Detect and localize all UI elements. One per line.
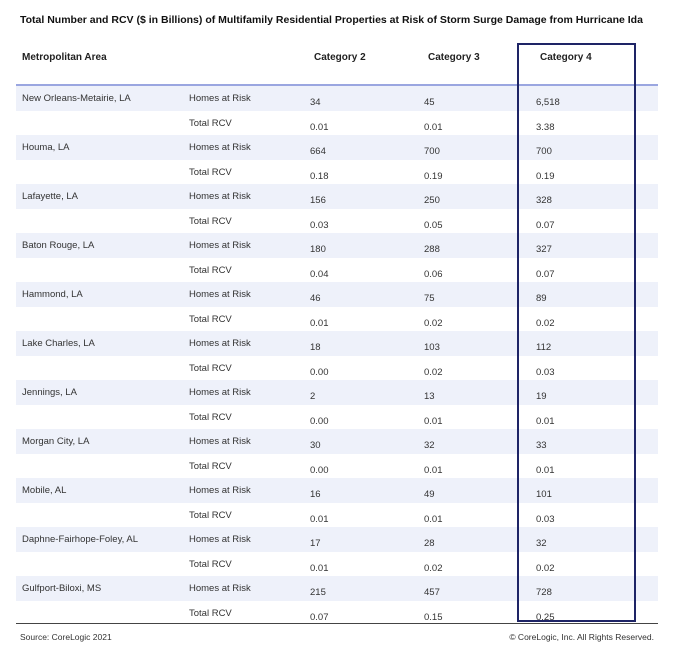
- table-title: Total Number and RCV ($ in Billions) of Multifamily Residential Properties at Risk of Storm Surge Damage from Hurricane Ida: [20, 14, 643, 26]
- category-4-value: 0.01: [536, 415, 555, 427]
- category-4-value: 0.03: [536, 366, 555, 378]
- category-3-value: 0.06: [424, 268, 443, 280]
- category-2-value: 0.00: [310, 464, 329, 476]
- source-note: Source: CoreLogic 2021: [20, 632, 112, 642]
- category-2-value: 18: [310, 342, 321, 353]
- row-label: Homes at Risk: [189, 240, 251, 251]
- category-4-value: 728: [536, 587, 552, 598]
- category-3-value: 0.02: [424, 317, 443, 329]
- category-4-highlight-box: [517, 43, 636, 622]
- category-2-value: 0.01: [310, 121, 329, 133]
- category-3-value: 0.02: [424, 366, 443, 378]
- row-label: Homes at Risk: [189, 289, 251, 300]
- category-2-value: 664: [310, 146, 326, 157]
- category-3-value: 0.01: [424, 415, 443, 427]
- row-label: Total RCV: [189, 362, 232, 374]
- category-2-value: 0.01: [310, 317, 329, 329]
- category-2-value: 30: [310, 440, 321, 451]
- category-3-value: 32: [424, 440, 435, 451]
- header-category-4: Category 4: [540, 52, 592, 63]
- row-label: Total RCV: [189, 607, 232, 619]
- row-label: Total RCV: [189, 117, 232, 129]
- category-2-value: 17: [310, 538, 321, 549]
- category-3-value: 250: [424, 195, 440, 206]
- category-4-value: 32: [536, 538, 547, 549]
- category-4-value: 0.25: [536, 611, 555, 623]
- metro-name: Hammond, LA: [22, 289, 83, 300]
- category-4-value: 6,518: [536, 97, 560, 108]
- header-category-2: Category 2: [314, 52, 366, 63]
- row-label: Total RCV: [189, 411, 232, 423]
- category-3-value: 0.15: [424, 611, 443, 623]
- row-label: Total RCV: [189, 166, 232, 178]
- category-2-value: 0.04: [310, 268, 329, 280]
- category-4-value: 0.19: [536, 170, 555, 182]
- category-2-value: 0.00: [310, 366, 329, 378]
- row-label: Homes at Risk: [189, 583, 251, 594]
- category-3-value: 0.02: [424, 562, 443, 574]
- category-4-value: 19: [536, 391, 547, 402]
- row-label: Homes at Risk: [189, 338, 251, 349]
- header-metro: Metropolitan Area: [22, 52, 107, 63]
- category-3-value: 0.01: [424, 464, 443, 476]
- category-4-value: 0.07: [536, 268, 555, 280]
- category-3-value: 0.19: [424, 170, 443, 182]
- metro-name: Baton Rouge, LA: [22, 240, 95, 251]
- category-3-value: 700: [424, 146, 440, 157]
- header-category-3: Category 3: [428, 52, 480, 63]
- category-3-value: 457: [424, 587, 440, 598]
- category-3-value: 0.01: [424, 121, 443, 133]
- row-label: Homes at Risk: [189, 93, 251, 104]
- category-3-value: 28: [424, 538, 435, 549]
- category-2-value: 16: [310, 489, 321, 500]
- metro-name: Jennings, LA: [22, 387, 77, 398]
- copyright-note: © CoreLogic, Inc. All Rights Reserved.: [509, 632, 654, 642]
- category-3-value: 75: [424, 293, 435, 304]
- row-label: Total RCV: [189, 264, 232, 276]
- category-3-value: 0.05: [424, 219, 443, 231]
- category-2-value: 0.00: [310, 415, 329, 427]
- category-2-value: 34: [310, 97, 321, 108]
- row-label: Homes at Risk: [189, 191, 251, 202]
- metro-name: Daphne-Fairhope-Foley, AL: [22, 534, 138, 545]
- category-3-value: 49: [424, 489, 435, 500]
- category-4-value: 3.38: [536, 121, 555, 133]
- metro-name: Mobile, AL: [22, 485, 67, 496]
- category-2-value: 180: [310, 244, 326, 255]
- row-label: Total RCV: [189, 313, 232, 325]
- metro-name: New Orleans-Metairie, LA: [22, 93, 131, 104]
- category-2-value: 0.01: [310, 562, 329, 574]
- category-4-value: 0.01: [536, 464, 555, 476]
- category-4-value: 89: [536, 293, 547, 304]
- category-3-value: 288: [424, 244, 440, 255]
- bottom-rule: [16, 623, 658, 624]
- category-4-value: 101: [536, 489, 552, 500]
- category-2-value: 0.18: [310, 170, 329, 182]
- category-2-value: 0.01: [310, 513, 329, 525]
- row-label: Homes at Risk: [189, 387, 251, 398]
- row-label: Homes at Risk: [189, 142, 251, 153]
- category-3-value: 103: [424, 342, 440, 353]
- category-2-value: 0.03: [310, 219, 329, 231]
- category-3-value: 0.01: [424, 513, 443, 525]
- metro-name: Houma, LA: [22, 142, 70, 153]
- row-label: Homes at Risk: [189, 534, 251, 545]
- row-label: Total RCV: [189, 509, 232, 521]
- category-4-value: 0.03: [536, 513, 555, 525]
- row-label: Total RCV: [189, 215, 232, 227]
- category-4-value: 0.07: [536, 219, 555, 231]
- metro-name: Lafayette, LA: [22, 191, 78, 202]
- category-2-value: 46: [310, 293, 321, 304]
- category-4-value: 33: [536, 440, 547, 451]
- metro-name: Lake Charles, LA: [22, 338, 95, 349]
- category-4-value: 0.02: [536, 317, 555, 329]
- row-label: Homes at Risk: [189, 436, 251, 447]
- category-4-value: 327: [536, 244, 552, 255]
- row-label: Total RCV: [189, 558, 232, 570]
- metro-name: Morgan City, LA: [22, 436, 90, 447]
- category-2-value: 2: [310, 391, 316, 402]
- row-label: Total RCV: [189, 460, 232, 472]
- category-3-value: 45: [424, 97, 435, 108]
- row-label: Homes at Risk: [189, 485, 251, 496]
- category-4-value: 328: [536, 195, 552, 206]
- category-4-value: 112: [536, 342, 552, 353]
- category-3-value: 13: [424, 391, 435, 402]
- category-4-value: 0.02: [536, 562, 555, 574]
- metro-name: Gulfport-Biloxi, MS: [22, 583, 102, 594]
- category-2-value: 0.07: [310, 611, 329, 623]
- category-2-value: 215: [310, 587, 326, 598]
- category-4-value: 700: [536, 146, 552, 157]
- category-2-value: 156: [310, 195, 326, 206]
